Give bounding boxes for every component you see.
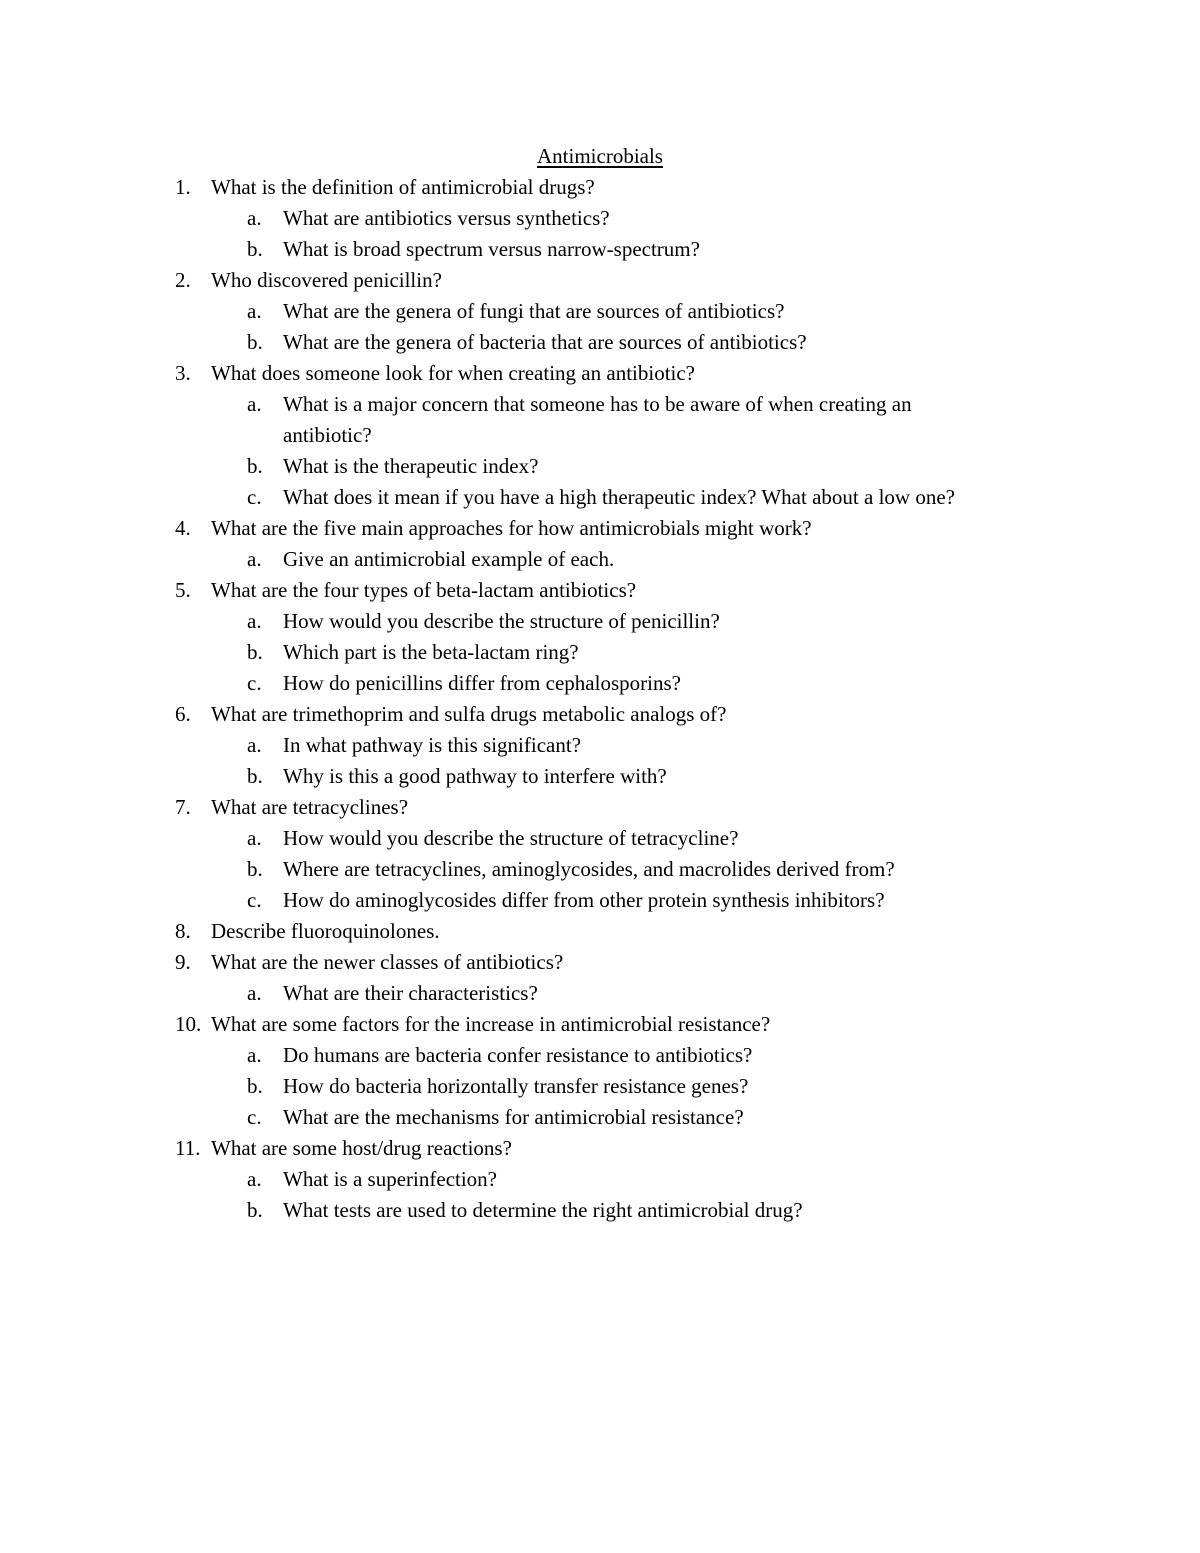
question-number: 10.	[175, 1012, 202, 1036]
sub-question-letter: b.	[247, 764, 263, 788]
question-item	[0, 916, 1200, 947]
document-title: Antimicrobials	[537, 144, 663, 168]
sub-question-text: What is the therapeutic index?	[283, 454, 539, 478]
sub-question-text: What is a superinfection?	[283, 1167, 497, 1191]
question-item	[0, 513, 1200, 544]
sub-question-item	[0, 420, 1200, 451]
question-item	[0, 1009, 1200, 1040]
question-list	[0, 172, 1200, 1226]
sub-question-text: How do bacteria horizontally transfer resistance genes?	[283, 1074, 749, 1098]
question-item	[0, 792, 1200, 823]
sub-question-letter: a.	[247, 1167, 262, 1191]
sub-question-text: What does it mean if you have a high therapeutic index? What about a low one?	[283, 485, 955, 509]
sub-question-letter: a.	[247, 392, 262, 416]
sub-question-item	[0, 1102, 1200, 1133]
sub-question-letter: b.	[247, 640, 263, 664]
sub-question-letter: a.	[247, 299, 262, 323]
sub-question-item	[0, 1164, 1200, 1195]
sub-question-text: What is broad spectrum versus narrow-spectrum?	[283, 237, 700, 261]
sub-question-text: Give an antimicrobial example of each.	[283, 547, 615, 571]
sub-question-letter: c.	[247, 888, 262, 912]
sub-question-text: antibiotic?	[283, 423, 372, 447]
sub-question-item	[0, 637, 1200, 668]
question-item	[0, 265, 1200, 296]
sub-question-text: How would you describe the structure of penicillin?	[283, 609, 720, 633]
question-number: 1.	[175, 175, 191, 199]
sub-question-item	[0, 1195, 1200, 1226]
sub-question-letter: c.	[247, 485, 262, 509]
question-number: 6.	[175, 702, 191, 726]
question-number: 9.	[175, 950, 191, 974]
question-text: Describe fluoroquinolones.	[211, 919, 440, 943]
sub-question-text: How would you describe the structure of tetracycline?	[283, 826, 739, 850]
sub-question-item	[0, 668, 1200, 699]
sub-question-letter: a.	[247, 547, 262, 571]
sub-question-item	[0, 730, 1200, 761]
sub-question-item	[0, 203, 1200, 234]
sub-question-item	[0, 854, 1200, 885]
question-text: Who discovered penicillin?	[211, 268, 442, 292]
question-item	[0, 172, 1200, 203]
sub-question-item	[0, 823, 1200, 854]
sub-question-item	[0, 327, 1200, 358]
question-number: 5.	[175, 578, 191, 602]
question-item	[0, 1133, 1200, 1164]
sub-question-letter: b.	[247, 237, 263, 261]
sub-question-item	[0, 296, 1200, 327]
question-number: 11.	[175, 1136, 201, 1160]
question-text: What are some host/drug reactions?	[211, 1136, 512, 1160]
sub-question-item	[0, 885, 1200, 916]
sub-question-letter: b.	[247, 1074, 263, 1098]
question-text: What is the definition of antimicrobial drugs?	[211, 175, 595, 199]
question-text: What are the newer classes of antibiotics?	[211, 950, 564, 974]
question-number: 8.	[175, 919, 191, 943]
sub-question-letter: a.	[247, 206, 262, 230]
sub-question-letter: b.	[247, 1198, 263, 1222]
question-text: What are the four types of beta-lactam antibiotics?	[211, 578, 637, 602]
question-text: What are the five main approaches for how antimicrobials might work?	[211, 516, 812, 540]
question-item	[0, 947, 1200, 978]
sub-question-letter: b.	[247, 330, 263, 354]
question-item	[0, 575, 1200, 606]
sub-question-text: How do penicillins differ from cephalosporins?	[283, 671, 681, 695]
sub-question-letter: c.	[247, 1105, 262, 1129]
sub-question-text: What are the genera of fungi that are sources of antibiotics?	[283, 299, 785, 323]
sub-question-text: Why is this a good pathway to interfere with?	[283, 764, 667, 788]
sub-question-text: In what pathway is this significant?	[283, 733, 582, 757]
sub-question-item	[0, 451, 1200, 482]
sub-question-letter: b.	[247, 857, 263, 881]
question-item	[0, 358, 1200, 389]
sub-question-item	[0, 978, 1200, 1009]
sub-question-text: What tests are used to determine the right antimicrobial drug?	[283, 1198, 803, 1222]
sub-question-letter: c.	[247, 671, 262, 695]
question-text: What does someone look for when creating an antibiotic?	[211, 361, 696, 385]
question-item	[0, 699, 1200, 730]
sub-question-text: What are antibiotics versus synthetics?	[283, 206, 610, 230]
sub-question-item	[0, 482, 1200, 513]
sub-question-text: Which part is the beta-lactam ring?	[283, 640, 579, 664]
question-number: 7.	[175, 795, 191, 819]
sub-question-text: What are the mechanisms for antimicrobial resistance?	[283, 1105, 744, 1129]
sub-question-item	[0, 761, 1200, 792]
question-number: 4.	[175, 516, 191, 540]
sub-question-letter: a.	[247, 981, 262, 1005]
sub-question-letter: a.	[247, 609, 262, 633]
question-text: What are trimethoprim and sulfa drugs metabolic analogs of?	[211, 702, 727, 726]
question-number: 2.	[175, 268, 191, 292]
sub-question-letter: a.	[247, 826, 262, 850]
sub-question-letter: a.	[247, 733, 262, 757]
sub-question-item	[0, 1040, 1200, 1071]
sub-question-item	[0, 234, 1200, 265]
sub-question-text: How do aminoglycosides differ from other protein synthesis inhibitors?	[283, 888, 885, 912]
sub-question-item	[0, 389, 1200, 420]
question-text: What are some factors for the increase in antimicrobial resistance?	[211, 1012, 771, 1036]
sub-question-letter: b.	[247, 454, 263, 478]
sub-question-letter: a.	[247, 1043, 262, 1067]
sub-question-text: What is a major concern that someone has to be aware of when creating an	[283, 392, 912, 416]
sub-question-item	[0, 544, 1200, 575]
question-text: What are tetracyclines?	[211, 795, 409, 819]
sub-question-text: What are the genera of bacteria that are sources of antibiotics?	[283, 330, 807, 354]
sub-question-text: Do humans are bacteria confer resistance to antibiotics?	[283, 1043, 753, 1067]
sub-question-text: What are their characteristics?	[283, 981, 538, 1005]
sub-question-item	[0, 606, 1200, 637]
sub-question-item	[0, 1071, 1200, 1102]
sub-question-text: Where are tetracyclines, aminoglycosides, and macrolides derived from?	[283, 857, 895, 881]
question-number: 3.	[175, 361, 191, 385]
